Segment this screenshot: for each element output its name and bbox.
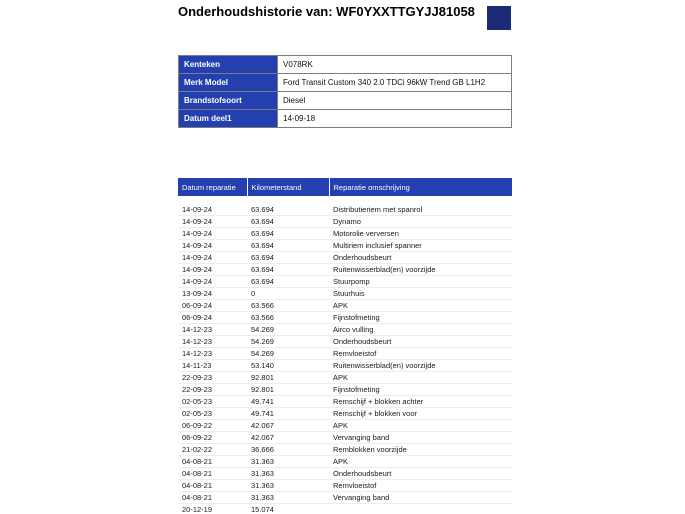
- cell-reparatie-omschrijving: Ruitenwisserblad(en) voorzijde: [329, 264, 512, 276]
- cell-kilometerstand: 63.566: [247, 312, 329, 324]
- cell-reparatie-omschrijving: APK: [329, 372, 512, 384]
- cell-reparatie-omschrijving: APK: [329, 456, 512, 468]
- repair-history-table: [178, 178, 512, 514]
- table-row: [178, 288, 512, 300]
- repair-column-header: Reparatie omschrijving: [329, 178, 512, 200]
- cell-reparatie-omschrijving: Motorolie verversen: [329, 228, 512, 240]
- table-row: [178, 384, 512, 396]
- vehicle-info-row: [179, 74, 512, 92]
- table-row: [178, 456, 512, 468]
- vehicle-info-label: Kenteken: [179, 56, 278, 74]
- cell-kilometerstand: 0: [247, 288, 329, 300]
- vehicle-info-table: [178, 55, 512, 128]
- cell-reparatie-omschrijving: Ruitenwisserblad(en) voorzijde: [329, 360, 512, 372]
- cell-datum-reparatie: 06-09-22: [178, 432, 247, 444]
- cell-kilometerstand: 49.741: [247, 408, 329, 420]
- table-row: [178, 252, 512, 264]
- cell-kilometerstand: 63.694: [247, 240, 329, 252]
- table-row: [178, 336, 512, 348]
- cell-kilometerstand: 49.741: [247, 396, 329, 408]
- table-row: [178, 240, 512, 252]
- cell-datum-reparatie: 04-08-21: [178, 492, 247, 504]
- cell-kilometerstand: 92.801: [247, 384, 329, 396]
- page-title: Onderhoudshistorie van: WF0YXXTTGYJJ81058: [178, 4, 475, 19]
- repair-column-header: Datum reparatie: [178, 178, 247, 200]
- cell-kilometerstand: 54.269: [247, 324, 329, 336]
- cell-datum-reparatie: 06-09-24: [178, 300, 247, 312]
- repair-header-row: [178, 178, 512, 200]
- cell-kilometerstand: 63.694: [247, 200, 329, 216]
- cell-reparatie-omschrijving: Distributieriem met spanrol: [329, 200, 512, 216]
- cell-datum-reparatie: 02-05-23: [178, 396, 247, 408]
- cell-reparatie-omschrijving: Fijnstofmeting: [329, 312, 512, 324]
- cell-reparatie-omschrijving: Dynamo: [329, 216, 512, 228]
- cell-kilometerstand: 63.694: [247, 252, 329, 264]
- cell-reparatie-omschrijving: APK: [329, 420, 512, 432]
- cell-datum-reparatie: 14-09-24: [178, 200, 247, 216]
- vehicle-info-label: Datum deel1: [179, 110, 278, 128]
- vehicle-info-value: V078RK: [278, 56, 512, 74]
- cell-reparatie-omschrijving: Multiriem inclusief spanner: [329, 240, 512, 252]
- cell-reparatie-omschrijving: Remschijf + blokken achter: [329, 396, 512, 408]
- cell-reparatie-omschrijving: [329, 504, 512, 514]
- table-row: [178, 264, 512, 276]
- table-row: [178, 312, 512, 324]
- table-row: [178, 504, 512, 514]
- vehicle-info-value: Diesel: [278, 92, 512, 110]
- cell-datum-reparatie: 06-09-24: [178, 312, 247, 324]
- cell-datum-reparatie: 21-02-22: [178, 444, 247, 456]
- cell-datum-reparatie: 06-09-22: [178, 420, 247, 432]
- vehicle-info-value: 14-09-18: [278, 110, 512, 128]
- cell-kilometerstand: 36.666: [247, 444, 329, 456]
- cell-datum-reparatie: 04-08-21: [178, 480, 247, 492]
- cell-reparatie-omschrijving: Remvloeistof: [329, 348, 512, 360]
- cell-datum-reparatie: 22-09-23: [178, 372, 247, 384]
- cell-datum-reparatie: 14-09-24: [178, 252, 247, 264]
- table-row: [178, 444, 512, 456]
- table-row: [178, 372, 512, 384]
- cell-kilometerstand: 63.694: [247, 228, 329, 240]
- cell-kilometerstand: 31.363: [247, 468, 329, 480]
- vehicle-info-row: [179, 110, 512, 128]
- repair-column-header: Kilometerstand: [247, 178, 329, 200]
- cell-datum-reparatie: 04-08-21: [178, 456, 247, 468]
- cell-reparatie-omschrijving: Fijnstofmeting: [329, 384, 512, 396]
- cell-datum-reparatie: 22-09-23: [178, 384, 247, 396]
- cell-reparatie-omschrijving: Onderhoudsbeurt: [329, 336, 512, 348]
- table-row: [178, 468, 512, 480]
- cell-kilometerstand: 63.566: [247, 300, 329, 312]
- table-row: [178, 432, 512, 444]
- vehicle-info-label: Brandstofsoort: [179, 92, 278, 110]
- table-row: [178, 324, 512, 336]
- cell-datum-reparatie: 02-05-23: [178, 408, 247, 420]
- cell-reparatie-omschrijving: APK: [329, 300, 512, 312]
- cell-reparatie-omschrijving: Remvloeistof: [329, 480, 512, 492]
- cell-datum-reparatie: 04-08-21: [178, 468, 247, 480]
- cell-reparatie-omschrijving: Stuurpomp: [329, 276, 512, 288]
- cell-datum-reparatie: 20-12-19: [178, 504, 247, 514]
- cell-reparatie-omschrijving: Onderhoudsbeurt: [329, 468, 512, 480]
- cell-kilometerstand: 54.269: [247, 348, 329, 360]
- vehicle-info-row: [179, 56, 512, 74]
- cell-datum-reparatie: 14-09-24: [178, 240, 247, 252]
- table-row: [178, 420, 512, 432]
- cell-kilometerstand: 31.363: [247, 456, 329, 468]
- cell-reparatie-omschrijving: Stuurhuis: [329, 288, 512, 300]
- cell-kilometerstand: 63.694: [247, 276, 329, 288]
- table-row: [178, 276, 512, 288]
- cell-kilometerstand: 63.694: [247, 264, 329, 276]
- cell-kilometerstand: 53.140: [247, 360, 329, 372]
- cell-datum-reparatie: 14-09-24: [178, 276, 247, 288]
- cell-kilometerstand: 92.801: [247, 372, 329, 384]
- cell-reparatie-omschrijving: Vervanging band: [329, 432, 512, 444]
- table-row: [178, 396, 512, 408]
- cell-reparatie-omschrijving: Vervanging band: [329, 492, 512, 504]
- corner-square: [487, 6, 511, 30]
- cell-kilometerstand: 42.067: [247, 420, 329, 432]
- cell-datum-reparatie: 13-09-24: [178, 288, 247, 300]
- cell-reparatie-omschrijving: Onderhoudsbeurt: [329, 252, 512, 264]
- cell-kilometerstand: 31.363: [247, 480, 329, 492]
- cell-kilometerstand: 15.074: [247, 504, 329, 514]
- cell-reparatie-omschrijving: Remblokken voorzijde: [329, 444, 512, 456]
- cell-kilometerstand: 54.269: [247, 336, 329, 348]
- vehicle-info-value: Ford Transit Custom 340 2.0 TDCi 96kW Trend GB L1H2: [278, 74, 512, 92]
- cell-kilometerstand: 31.363: [247, 492, 329, 504]
- cell-datum-reparatie: 14-12-23: [178, 336, 247, 348]
- table-row: [178, 200, 512, 216]
- cell-datum-reparatie: 14-09-24: [178, 264, 247, 276]
- table-row: [178, 360, 512, 372]
- table-row: [178, 228, 512, 240]
- vehicle-info-label: Merk Model: [179, 74, 278, 92]
- cell-datum-reparatie: 14-12-23: [178, 348, 247, 360]
- table-row: [178, 348, 512, 360]
- cell-kilometerstand: 63.694: [247, 216, 329, 228]
- table-row: [178, 216, 512, 228]
- table-row: [178, 492, 512, 504]
- vehicle-info-row: [179, 92, 512, 110]
- cell-kilometerstand: 42.067: [247, 432, 329, 444]
- cell-reparatie-omschrijving: Airco vulling: [329, 324, 512, 336]
- table-row: [178, 480, 512, 492]
- cell-reparatie-omschrijving: Remschijf + blokken voor: [329, 408, 512, 420]
- cell-datum-reparatie: 14-11-23: [178, 360, 247, 372]
- table-row: [178, 300, 512, 312]
- table-row: [178, 408, 512, 420]
- cell-datum-reparatie: 14-12-23: [178, 324, 247, 336]
- cell-datum-reparatie: 14-09-24: [178, 228, 247, 240]
- cell-datum-reparatie: 14-09-24: [178, 216, 247, 228]
